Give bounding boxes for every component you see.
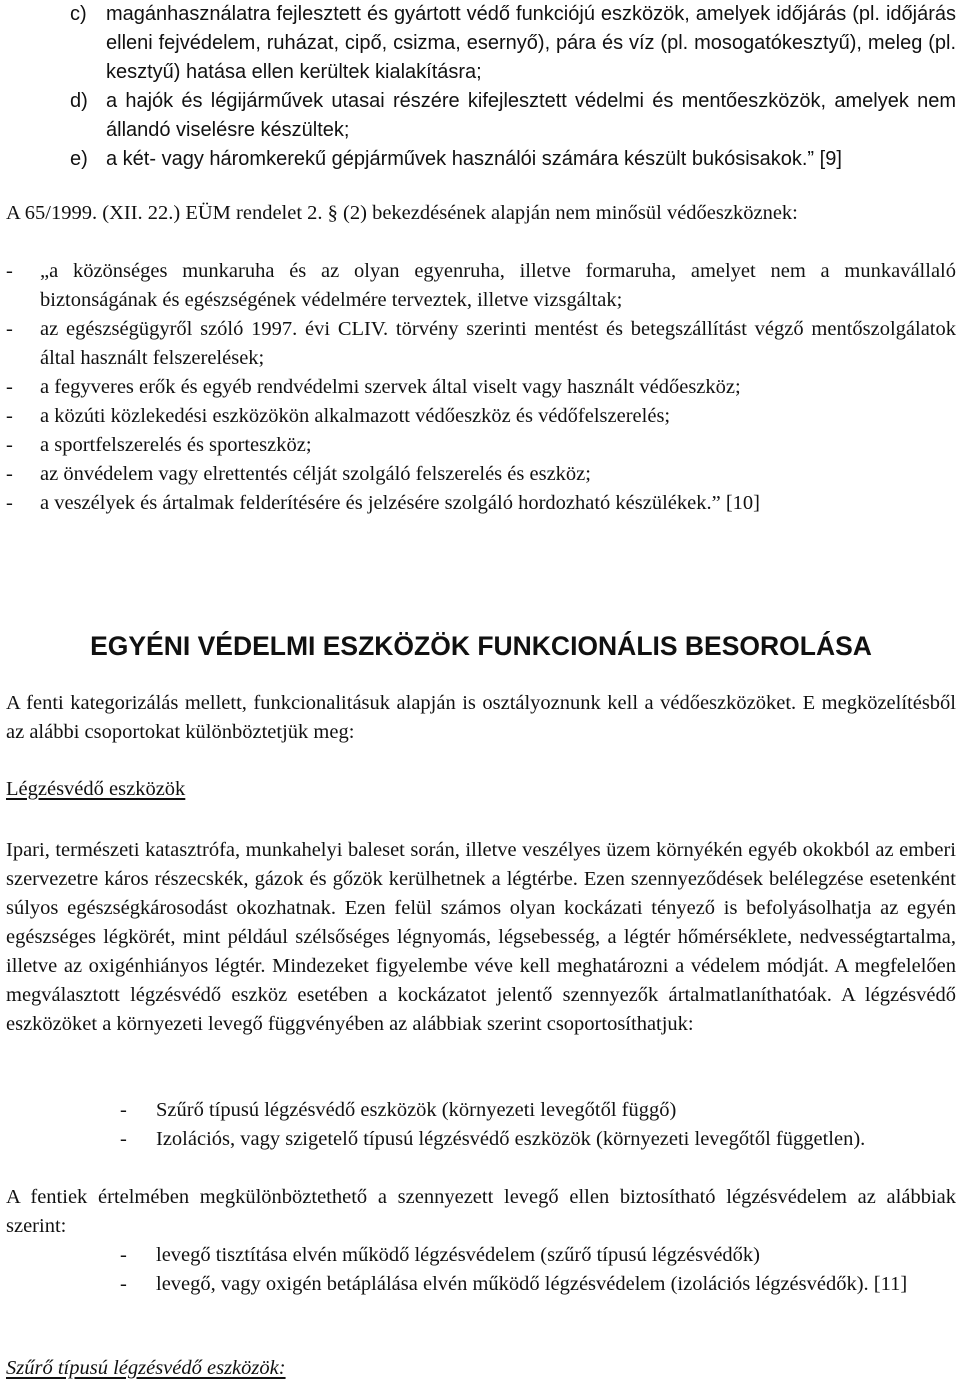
respiratory-list-1 (6, 1096, 956, 1154)
list-marker: - (6, 376, 13, 398)
list-item (6, 460, 956, 489)
list-item-text: a közúti közlekedési eszközökön alkalmazott védőeszköz és védőfelszerelés; (40, 405, 671, 427)
list-marker: - (120, 1128, 127, 1150)
respiratory-list-2 (6, 1241, 956, 1299)
list-item-text: „a közönséges munkaruha és az olyan egyenruha, illetve formaruha, amelyet nem a munkavállaló biztonságának és egészségének védelmére terveztek, illetve vizsgáltak; (40, 260, 956, 311)
respiratory-paragraph: Ipari, természeti katasztrófa, munkahelyi baleset során, illetve veszélyes üzem környékén egyéb okokból az emberi szervezetre káros részecskék, gázok és gőzök kerülhetnek a légtérbe. Ezen szennyeződések belélegzése esetenként súlyos egészségkárosodást okozhatnak. Ezen felül számos olyan kockázati tényező is befolyásolhatja az egyén egészséges légkörét, mint például szélsőséges légnyomás, légsebesség, a légtér hőmérséklete, nedvességtartalma, illetve az oxigénhiányos légtér. Mindezeket figyelembe véve kell meghatározni a védelem módját. A megfelelően megválasztott légzésvédő eszköz esetében a kockázatot jelentő szennyezők ártalmatlaníthatóak. A légzésvédő eszközöket a környezeti levegő függvényében az alábbiak szerint csoportosíthatjuk: (6, 839, 956, 1035)
list-item (6, 315, 956, 373)
list-item (6, 1125, 956, 1154)
list-marker: e) (70, 148, 88, 170)
list-item (6, 489, 956, 518)
subheading-filter-type: Szűrő típusú légzésvédő eszközök: (6, 1357, 286, 1379)
lettered-list (6, 0, 956, 174)
decree-intro: A 65/1999. (XII. 22.) EÜM rendelet 2. § (2) bekezdésének alapján nem minősül védőeszköznek: (6, 202, 798, 224)
list-item-text: a hajók és légijárművek utasai részére kifejlesztett védelmi és mentőeszközök, amelyek nem állandó viselésre készültek; (106, 90, 956, 141)
list-marker: - (6, 318, 13, 340)
list-item-text: a fegyveres erők és egyéb rendvédelmi szervek által viselt vagy használt védőeszköz; (40, 376, 741, 398)
list-item-text: a veszélyek és ártalmak felderítésére és jelzésére szolgáló hordozható készülékek.” [10] (40, 492, 760, 514)
list-item-text: levegő tisztítása elvén működő légzésvédelem (szűrő típusú légzésvédők) (156, 1244, 760, 1266)
list-item-text: Szűrő típusú légzésvédő eszközök (környezeti levegőtől függő) (156, 1099, 677, 1121)
list-item-text: a sportfelszerelés és sporteszköz; (40, 434, 312, 456)
list-marker: - (6, 434, 13, 456)
list-marker: - (6, 492, 13, 514)
list-item-text: az egészségügyről szóló 1997. évi CLIV. törvény szerinti mentést és betegszállítást végző mentőszolgálatok által használt felszerelések; (40, 318, 956, 369)
list-marker: - (6, 405, 13, 427)
decree-list (6, 257, 956, 518)
list-item-c (6, 0, 956, 87)
list-item-text: a két- vagy háromkerekű gépjárművek használói számára készült bukósisakok.” [9] (106, 148, 842, 170)
list-item-text: magánhasználatra fejlesztett és gyártott védő funkciójú eszközök, amelyek időjárás (pl. időjárás elleni fejvédelem, ruházat, cipő, csizma, esernyő), pára és víz (pl. mosogatókesztyű), meleg (pl. kesztyű) hatása ellen kerültek kialakításra; (106, 3, 956, 83)
list-item (6, 1096, 956, 1125)
list-item (6, 373, 956, 402)
list-marker: - (120, 1099, 127, 1121)
list-item (6, 402, 956, 431)
list-marker: - (120, 1273, 127, 1295)
section-title: EGYÉNI VÉDELMI ESZKÖZÖK FUNKCIONÁLIS BESOROLÁSA (90, 631, 872, 661)
list-item (6, 1241, 956, 1270)
list-item-e (6, 145, 956, 174)
list-item (6, 431, 956, 460)
section-intro: A fenti kategorizálás mellett, funkcionalitásuk alapján is osztályoznunk kell a védőeszközöket. E megközelítésből az alábbi csoportokat különböztetjük meg: (6, 692, 956, 743)
list-item-d (6, 87, 956, 145)
subheading-respiratory: Légzésvédő eszközök (6, 778, 186, 800)
list-marker: d) (70, 90, 88, 112)
list-marker: c) (70, 3, 87, 25)
respiratory-paragraph-2: A fentiek értelmében megkülönböztethető a szennyezett levegő ellen biztosítható légzésvédelem az alábbiak szerint: (6, 1186, 956, 1237)
list-marker: - (6, 463, 13, 485)
list-item (6, 1270, 956, 1299)
list-item (6, 257, 956, 315)
list-marker: - (120, 1244, 127, 1266)
list-item-text: az önvédelem vagy elrettentés célját szolgáló felszerelés és eszköz; (40, 463, 591, 485)
list-item-text: Izolációs, vagy szigetelő típusú légzésvédő eszközök (környezeti levegőtől független). (156, 1128, 866, 1150)
list-marker: - (6, 260, 13, 282)
list-item-text: levegő, vagy oxigén betáplálása elvén működő légzésvédelem (izolációs légzésvédők). [11] (156, 1273, 908, 1295)
